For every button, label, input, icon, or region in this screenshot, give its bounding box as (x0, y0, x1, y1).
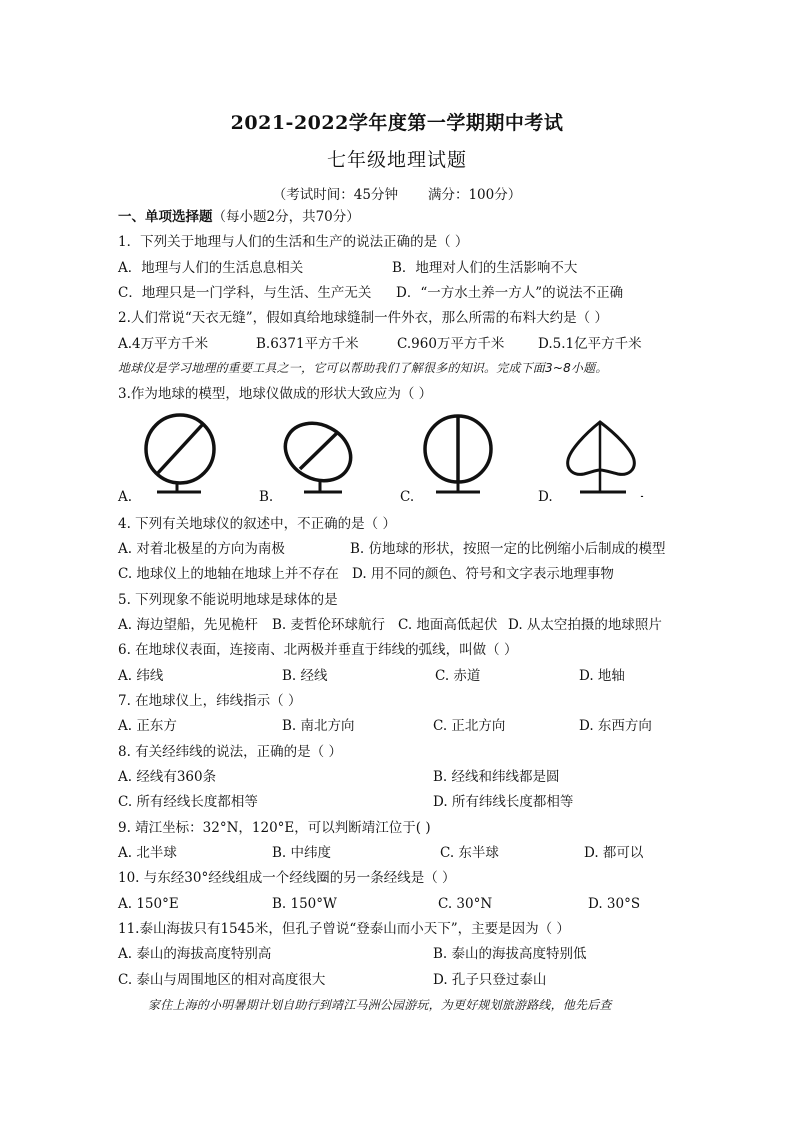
q2-option-d: D.5.1亿平方千米 (538, 336, 642, 352)
q4-option-c: C. 地球仪上的地轴在地球上并不存在 (118, 566, 339, 582)
q2-option-c: C.960万平方千米 (397, 336, 505, 352)
question-8: 8. 有关经纬线的说法，正确的是（ ） (118, 744, 342, 760)
q2-option-b: B.6371平方千米 (256, 336, 359, 352)
q1-option-b: B．地理对人们的生活影响不大 (392, 260, 578, 276)
q5-option-a: A. 海边望船，先见桅杆 (118, 617, 258, 633)
globe-figure-b (278, 412, 378, 497)
q8-option-c: C. 所有经线长度都相等 (118, 794, 258, 810)
q10-option-c: C. 30°N (438, 896, 493, 912)
q4-option-d: D. 用不同的颜色、符号和文字表示地理事物 (352, 566, 614, 582)
q11-option-a: A. 泰山的海拔高度特别高 (118, 946, 272, 962)
exam-time: （考试时间：45分钟 (272, 187, 398, 203)
q3-option-b: B. (259, 489, 274, 505)
question-1: 1．下列关于地理与人们的生活和生产的说法正确的是（ ） (118, 234, 469, 250)
q7-option-b: B. 南北方向 (282, 718, 355, 734)
intro-next-questions: 家住上海的小明暑期计划自助行到靖江马洲公园游玩，为更好规划旅游路线，他先后查 (148, 998, 612, 1012)
question-7: 7. 在地球仪上，纬线指示（ ） (118, 693, 302, 709)
q4-option-b: B. 仿地球的形状，按照一定的比例缩小后制成的模型 (350, 541, 666, 557)
question-5: 5. 下列现象不能说明地球是球体的是 (118, 592, 338, 608)
q6-option-d: D. 地轴 (579, 668, 625, 684)
section-label: 一、单项选择题 (118, 209, 213, 225)
q6-option-b: B. 经线 (282, 668, 328, 684)
exam-title: 2021-2022学年度第一学期期中考试 (230, 112, 564, 134)
q1-option-d: D．“一方水土养一方人”的说法不正确 (396, 285, 624, 301)
question-3: 3.作为地球的模型，地球仪做成的形状大致应为（ ） (118, 386, 433, 402)
question-2: 2.人们常说“天衣无缝”，假如真给地球缝制一件外衣，那么所需的布料大约是（ ） (118, 310, 608, 326)
q2-option-a: A.4万平方千米 (118, 336, 209, 352)
section-heading (118, 208, 360, 226)
q9-option-a: A. 北半球 (118, 845, 177, 861)
q3-option-d: D. (538, 489, 553, 505)
q9-option-c: C. 东半球 (440, 845, 499, 861)
q7-option-a: A. 正东方 (118, 718, 177, 734)
question-10: 10. 与东经30°经线组成一个经线圈的另一条经线是（ ） (118, 870, 456, 886)
globe-figure-c (418, 412, 518, 497)
q6-option-a: A. 纬线 (118, 668, 164, 684)
q1-option-a: A．地理与人们的生活息息相关 (118, 260, 304, 276)
exam-subtitle: 七年级地理试题 (326, 149, 467, 171)
q1-option-c: C．地理只是一门学科，与生活、生产无关 (118, 285, 372, 301)
globe-figure-a (135, 412, 235, 497)
question-11: 11.泰山海拔只有1545米，但孔子曾说“登泰山而小天下”，主要是因为（ ） (118, 921, 570, 937)
exam-info (0, 183, 794, 203)
q9-option-b: B. 中纬度 (272, 845, 332, 861)
q8-option-d: D. 所有纬线长度都相等 (433, 794, 574, 810)
q4-option-a: A. 对着北极星的方向为南极 (118, 541, 285, 557)
question-9: 9. 靖江坐标：32°N，120°E，可以判断靖江位于( ) (118, 820, 431, 836)
q10-option-a: A. 150°E (118, 896, 179, 912)
q6-option-c: C. 赤道 (435, 668, 481, 684)
q8-option-b: B. 经线和纬线都是圆 (433, 769, 560, 785)
q11-option-b: B. 泰山的海拔高度特别低 (433, 946, 587, 962)
q9-option-d: D. 都可以 (584, 845, 644, 861)
intro-3-8: 地球仪是学习地理的重要工具之一，它可以帮助我们了解很多的知识。完成下面3~8小题。 (118, 361, 608, 375)
q11-option-c: C. 泰山与周围地区的相对高度很大 (118, 972, 326, 988)
question-6: 6. 在地球仪表面，连接南、北两极并垂直于纬线的弧线，叫做（ ） (118, 642, 518, 658)
q10-option-b: B. 150°W (272, 896, 337, 912)
globe-figure-d (560, 412, 660, 497)
section-note: （每小题2分，共70分） (212, 209, 360, 225)
exam-score: 满分：100分） (427, 187, 522, 203)
q7-option-d: D. 东西方向 (579, 718, 652, 734)
q11-option-d: D. 孔子只登过泰山 (433, 972, 547, 988)
q10-option-d: D. 30°S (588, 896, 641, 912)
q5-option-b: B. 麦哲伦环球航行 (272, 617, 386, 633)
q5-option-c: C. 地面高低起伏 (398, 617, 498, 633)
q5-option-d: D. 从太空拍摄的地球照片 (508, 617, 662, 633)
q7-option-c: C. 正北方向 (433, 718, 506, 734)
q8-option-a: A. 经线有360条 (118, 769, 217, 785)
q3-option-a: A. (118, 489, 133, 505)
q3-option-c: C. (400, 489, 415, 505)
question-4: 4. 下列有关地球仪的叙述中，不正确的是（ ） (118, 516, 396, 532)
